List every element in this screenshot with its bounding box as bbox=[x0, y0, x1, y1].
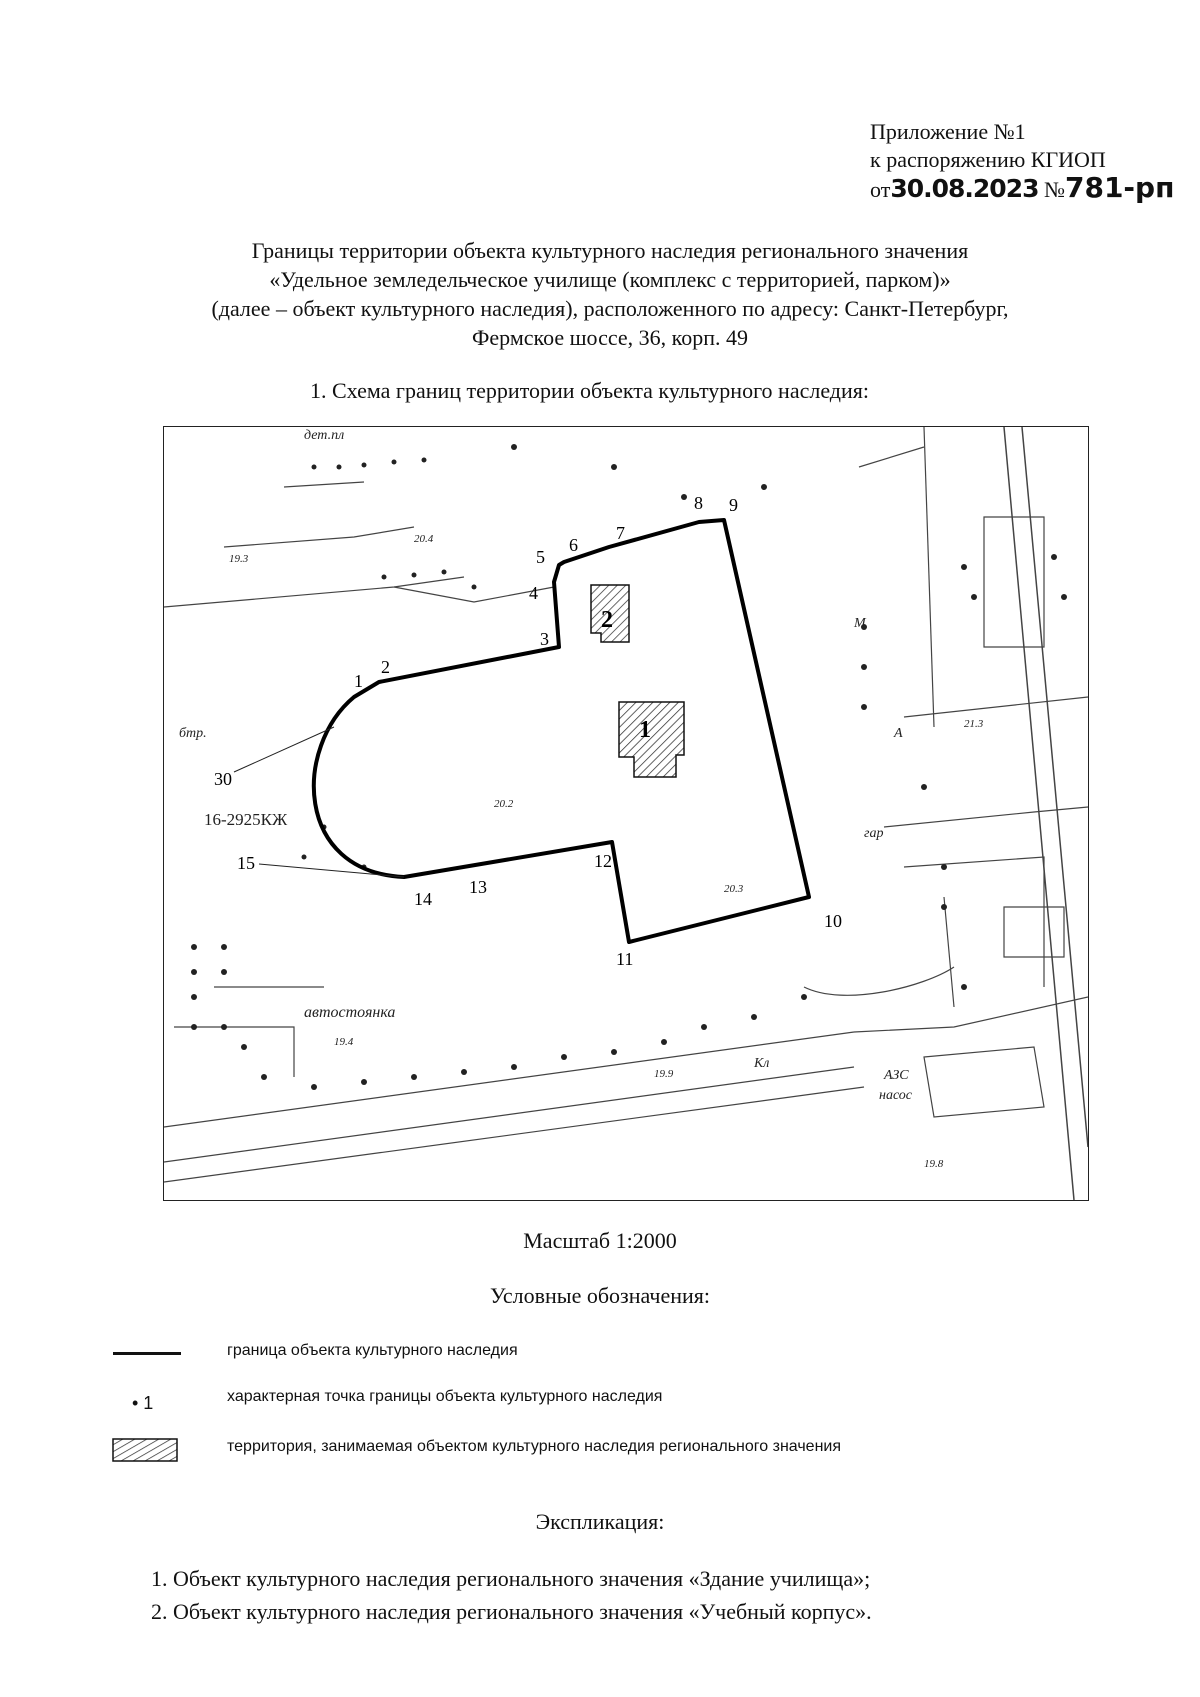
point-label: 9 bbox=[729, 495, 738, 515]
appendix-header bbox=[870, 118, 1174, 204]
map-text: 19.3 bbox=[229, 553, 249, 565]
map-text: Кл bbox=[754, 1056, 770, 1071]
map-text: 20.4 bbox=[414, 533, 434, 545]
map-text: автостоянка bbox=[304, 1004, 396, 1021]
map-text: бтр. bbox=[179, 726, 207, 741]
order-number: 781-рп bbox=[1064, 171, 1175, 204]
boundary-map bbox=[163, 426, 1089, 1201]
object-2-label: 2 bbox=[601, 607, 613, 633]
legend-boundary-text: граница объекта культурного наследия bbox=[227, 1342, 518, 1359]
section-heading: 1. Схема границ территории объекта культурного наследия: bbox=[310, 378, 870, 403]
map-text: 19.8 bbox=[924, 1158, 944, 1170]
legend-title: Условные обозначения: bbox=[489, 1283, 711, 1308]
legend-boundary-symbol bbox=[113, 1352, 181, 1355]
appendix-date-line bbox=[870, 171, 1175, 204]
legend-point-text: характерная точка границы объекта культурного наследия bbox=[227, 1388, 663, 1405]
point-label: 2 bbox=[381, 657, 390, 677]
title-line-2: «Удельное земледельческое училище (комплекс с территорией, парком)» bbox=[269, 267, 951, 292]
map-scale: Масштаб 1:2000 bbox=[523, 1228, 677, 1253]
map-text: 20.3 bbox=[724, 883, 744, 895]
document-title bbox=[150, 236, 1070, 352]
point-label: 12 bbox=[594, 851, 612, 871]
appendix-number: Приложение №1 bbox=[870, 119, 1026, 144]
map-text: АЗС bbox=[884, 1068, 909, 1083]
point-label: 15 bbox=[237, 853, 255, 873]
point-label: 6 bbox=[569, 535, 578, 555]
order-date: 30.08.2023 bbox=[890, 174, 1039, 203]
map-annotations bbox=[179, 428, 984, 1170]
map-text: 21.3 bbox=[964, 718, 984, 730]
map-text: 16-2925КЖ bbox=[204, 810, 288, 829]
territory-boundary bbox=[314, 520, 809, 942]
explication-title: Экспликация: bbox=[535, 1509, 665, 1534]
explication-item-2: 2. Объект культурного наследия регионального значения «Учебный корпус». bbox=[173, 1595, 872, 1628]
point-label: 30 bbox=[214, 769, 232, 789]
object-1-building bbox=[619, 702, 684, 777]
legend-territory-symbol bbox=[112, 1438, 178, 1462]
point-label: 3 bbox=[540, 629, 549, 649]
date-prefix: от bbox=[870, 177, 891, 202]
point-label: 10 bbox=[824, 911, 842, 931]
title-line-3: (далее – объект культурного наследия), расположенного по адресу: Санкт-Петербург, bbox=[211, 296, 1009, 321]
explication-item-1: 1. Объект культурного наследия регионального значения «Здание училища»; bbox=[173, 1562, 872, 1595]
point-label: 8 bbox=[694, 493, 703, 513]
title-line-4: Фермское шоссе, 36, корп. 49 bbox=[472, 325, 748, 350]
map-text: гар bbox=[864, 826, 884, 841]
legend-territory-text: территория, занимаемая объектом культурного наследия регионального значения bbox=[227, 1438, 841, 1455]
map-text: 20.2 bbox=[494, 798, 514, 810]
point-label: 5 bbox=[536, 547, 545, 567]
point-label: 1 bbox=[354, 671, 363, 691]
number-prefix: № bbox=[1043, 177, 1065, 202]
map-text: 19.4 bbox=[334, 1036, 354, 1048]
map-drawing bbox=[164, 427, 1088, 1200]
map-text: 19.9 bbox=[654, 1068, 674, 1080]
explication-list bbox=[137, 1562, 872, 1628]
point-label: 11 bbox=[616, 949, 634, 969]
point-label: 7 bbox=[616, 523, 625, 543]
legend-point-symbol: • 1 bbox=[132, 1393, 154, 1413]
point-label: 14 bbox=[414, 889, 432, 909]
map-text: М bbox=[854, 616, 866, 631]
map-text: А bbox=[894, 726, 903, 741]
point-label: 13 bbox=[469, 877, 487, 897]
map-text: дет.пл bbox=[304, 428, 345, 443]
title-line-1: Границы территории объекта культурного наследия регионального значения bbox=[251, 238, 969, 263]
point-labels bbox=[214, 493, 842, 969]
map-text: насос bbox=[879, 1088, 913, 1103]
object-1-label: 1 bbox=[639, 717, 651, 743]
point-label: 4 bbox=[529, 583, 538, 603]
appendix-order: к распоряжению КГИОП bbox=[870, 147, 1106, 172]
